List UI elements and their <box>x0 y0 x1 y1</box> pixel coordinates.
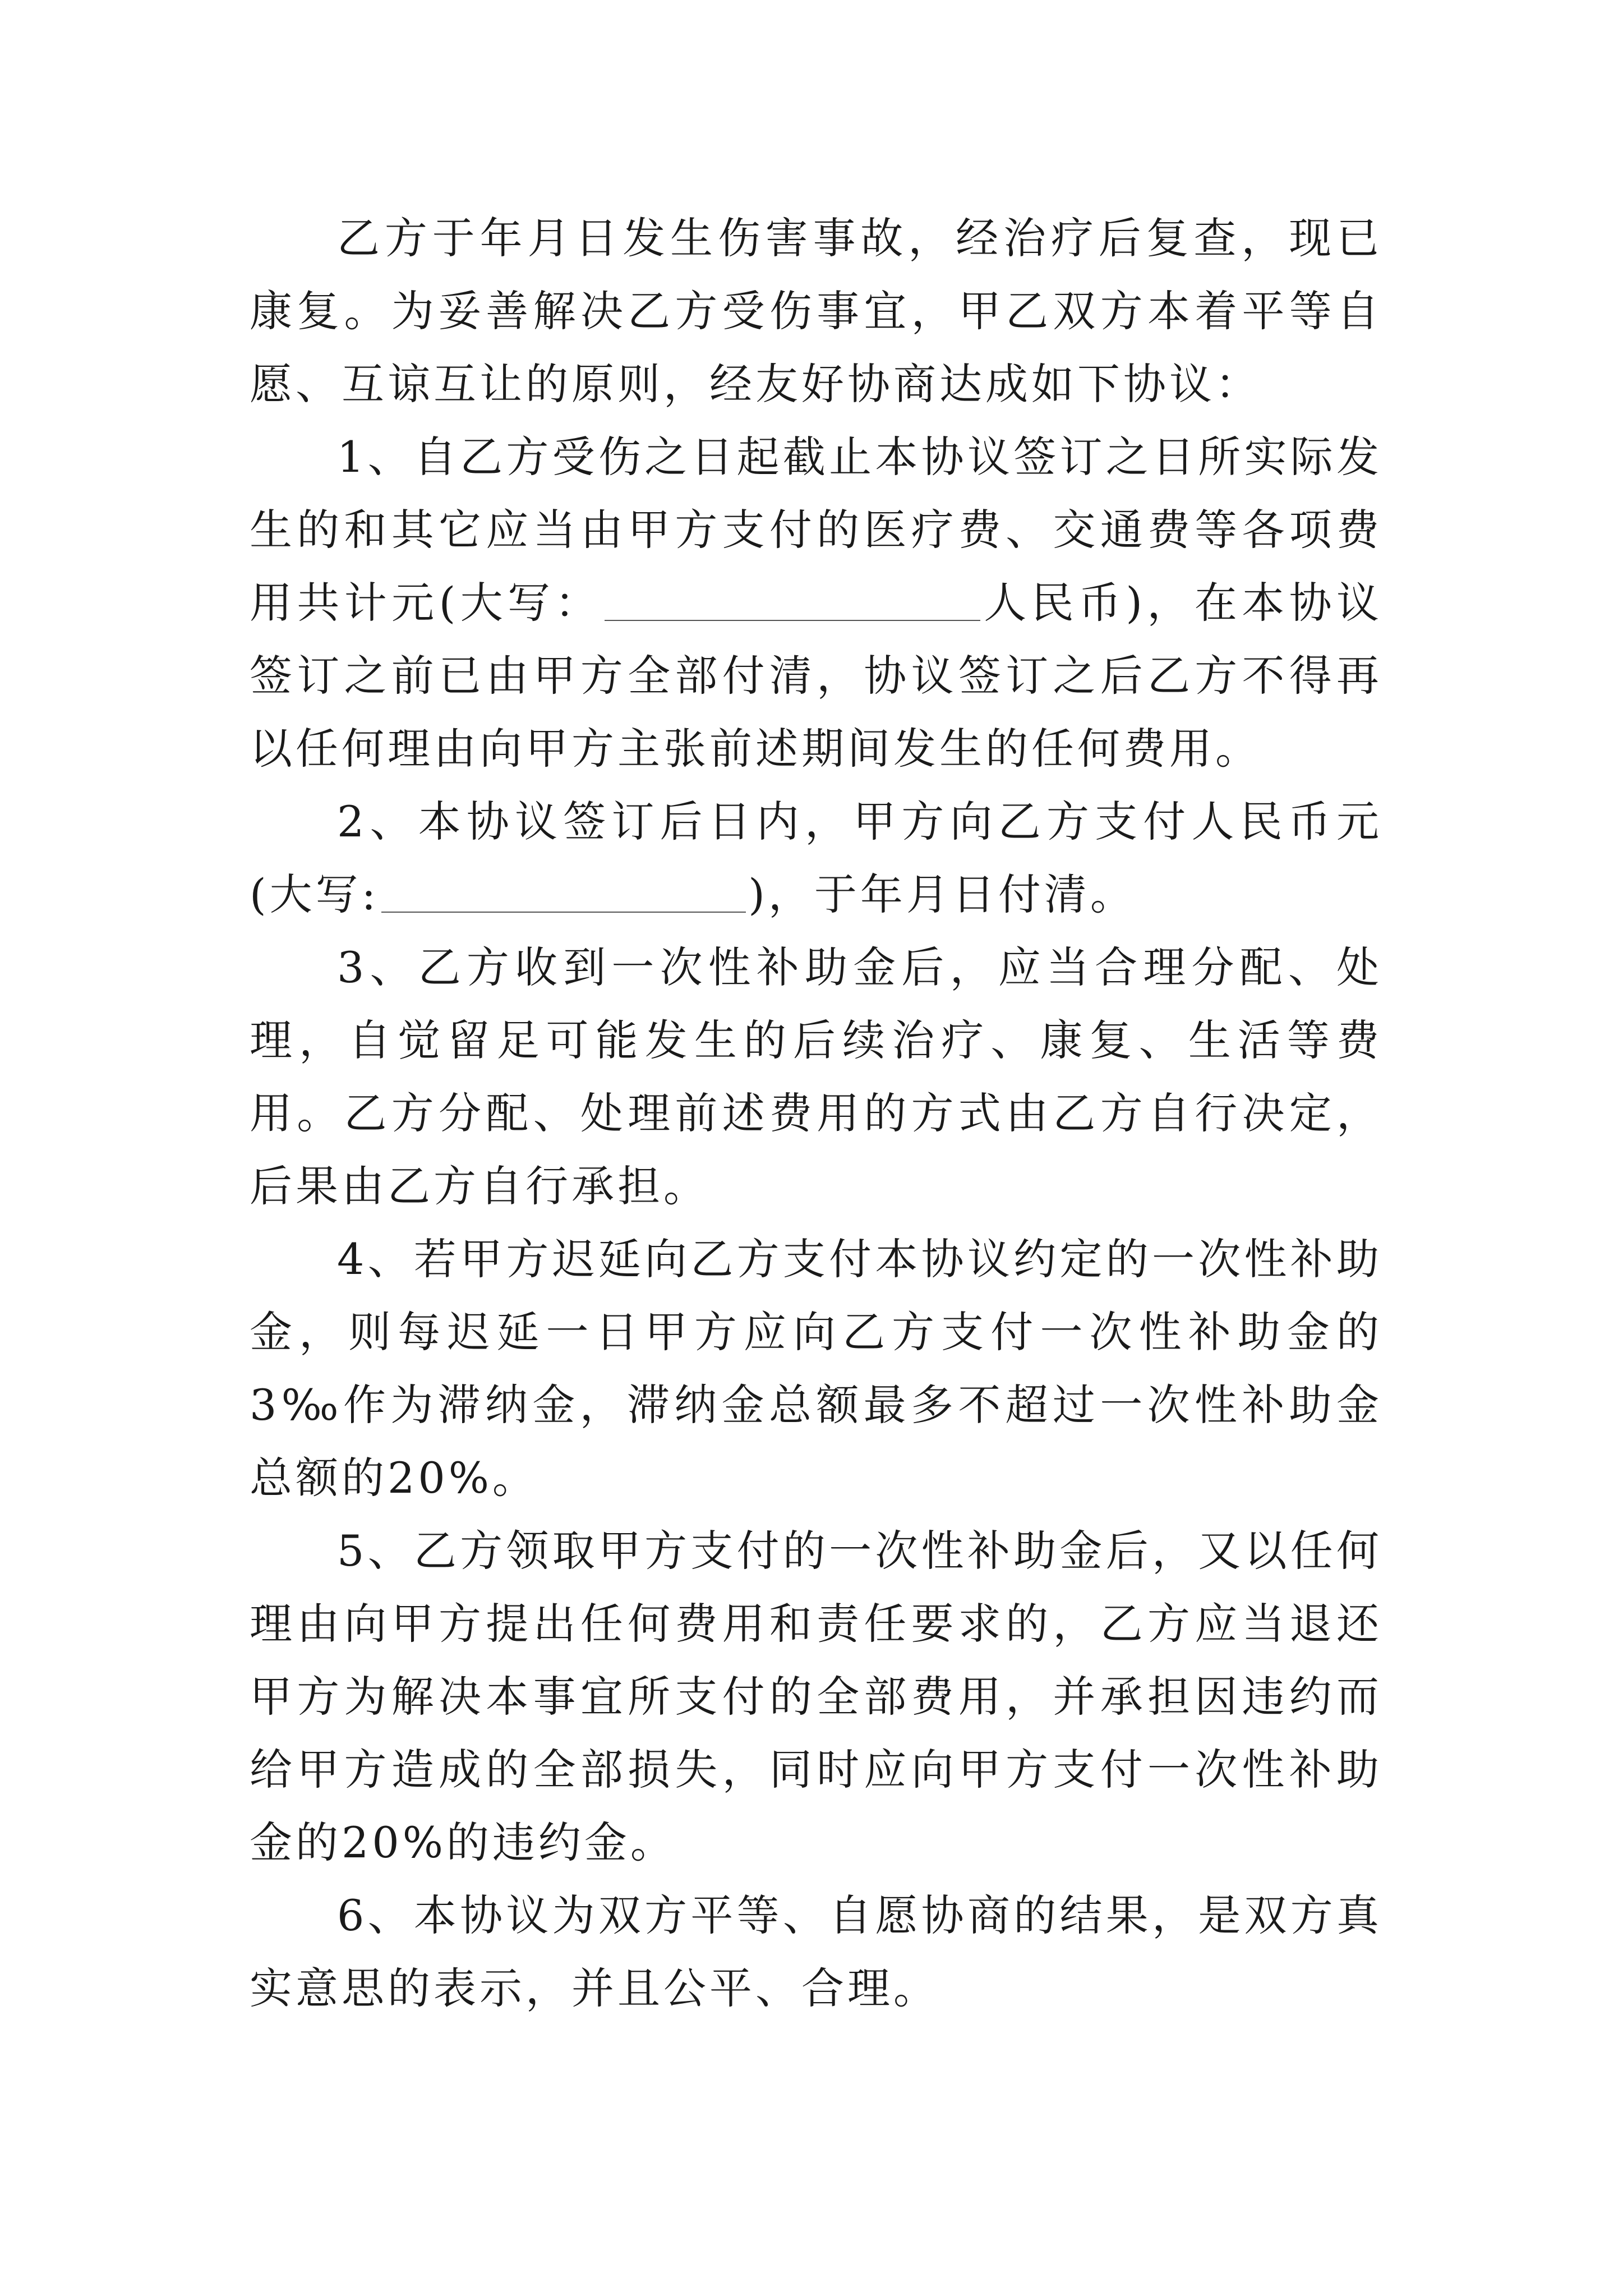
clause-4-paragraph: 4、若甲方迟延向乙方支付本协议约定的一次性补助金，则每迟延一日甲方应向乙方支付一次性补助金的3‰作为滞纳金，滞纳金总额最多不超过一次性补助金总额的20%。 <box>250 1234 1382 1503</box>
clause-2-paragraph <box>250 785 1382 931</box>
amount-in-words-blank-2 <box>381 872 746 913</box>
clause-5-paragraph: 5、乙方领取甲方支付的一次性补助金后，又以任何理由向甲方提出任何费用和责任要求的，乙方应当退还甲方为解决本事宜所支付的全部费用，并承担因违约而给甲方造成的全部损失，同时应向甲方支付一次性补助金的20%的违约金。 <box>250 1526 1382 1867</box>
clause-1-paragraph <box>250 421 1382 785</box>
amount-in-words-blank-1 <box>605 581 980 621</box>
clause-2-text-after: )，于年月日付清。 <box>748 869 1136 919</box>
preamble-paragraph: 乙方于年月日发生伤害事故，经治疗后复查，现已康复。为妥善解决乙方受伤事宜，甲乙双方本着平等自愿、互谅互让的原则，经友好协商达成如下协议： <box>250 213 1382 409</box>
clause-2-text-before: 2、本协议签订后日内，甲方向乙方支付人民币元(大写: <box>250 797 1382 919</box>
clause-1-text-before: 1、自乙方受伤之日起截止本协议签订之日所实际发生的和其它应当由甲方支付的医疗费、交通费等各项费用共计元(大写： <box>250 432 1382 628</box>
clause-1-text-after: 人民币)，在本协议签订之前已由甲方全部付清，协议签订之后乙方不得再以任何理由向甲方主张前述期间发生的任何费用。 <box>250 578 1383 774</box>
document-page <box>250 202 1382 2025</box>
clause-6-paragraph: 6、本协议为双方平等、自愿协商的结果，是双方真实意思的表示，并且公平、合理。 <box>250 1890 1382 2013</box>
clause-3-paragraph: 3、乙方收到一次性补助金后，应当合理分配、处理，自觉留足可能发生的后续治疗、康复、生活等费用。乙方分配、处理前述费用的方式由乙方自行决定，后果由乙方自行承担。 <box>250 942 1382 1211</box>
